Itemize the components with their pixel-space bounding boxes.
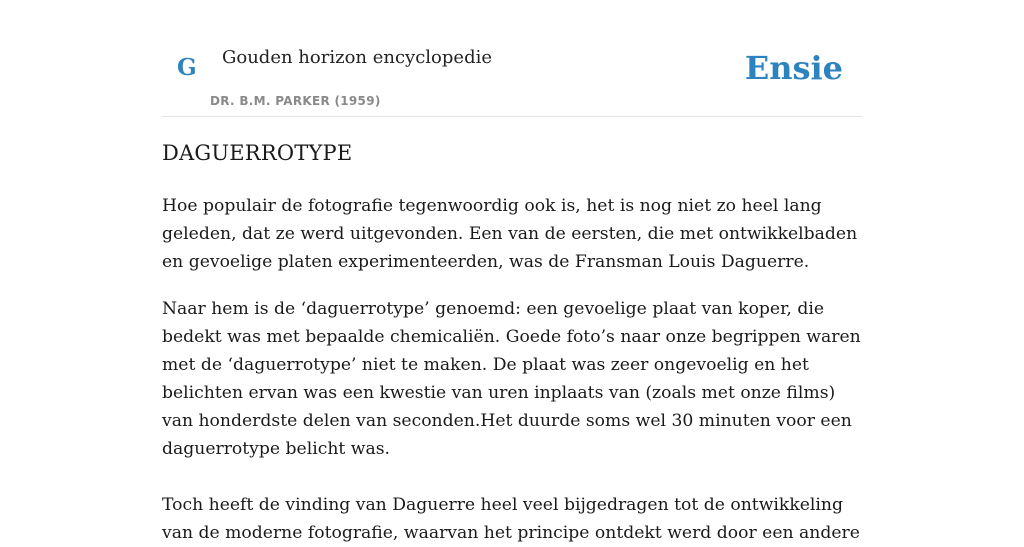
ensie-logo-link[interactable]: Ensie bbox=[744, 49, 843, 87]
book-title-link[interactable]: Gouden horizon encyclopedie bbox=[222, 47, 492, 68]
entry-paragraph: Toch heeft de vinding van Daguerre heel veel bijgedragen tot de ontwikkeling van de moderne fotografie, waarvan het principe ontdekt werd door een andere bbox=[162, 495, 860, 543]
book-logo[interactable]: G bbox=[177, 54, 197, 81]
book-header bbox=[162, 0, 862, 117]
entry-body bbox=[162, 192, 862, 547]
book-author: DR. B.M. PARKER (1959) bbox=[210, 94, 381, 108]
entry-paragraph: Naar hem is de ‘daguerrotype’ genoemd: een gevoelige plaat van koper, die bedekt was met bepaalde chemicaliën. Goede foto’s naar onze begrippen waren met de ‘daguerrotype’ niet te maken. De plaat was zeer ongevoelig en het belichten ervan was een kwestie van uren inplaats van (zoals met onze films) van honderdste delen van seconden.Het duurde soms wel 30 minuten voor een daguerrotype belicht was. bbox=[162, 299, 861, 459]
entry-title: DAGUERROTYPE bbox=[162, 141, 353, 165]
page-container bbox=[162, 0, 862, 543]
entry-paragraph: Hoe populair de fotografie tegenwoordig ook is, het is nog niet zo heel lang geleden, dat ze werd uitgevonden. Een van de eersten, die met ontwikkelbaden en gevoelige platen experimenteerden, was de Fransman Louis Daguerre. bbox=[162, 196, 858, 272]
